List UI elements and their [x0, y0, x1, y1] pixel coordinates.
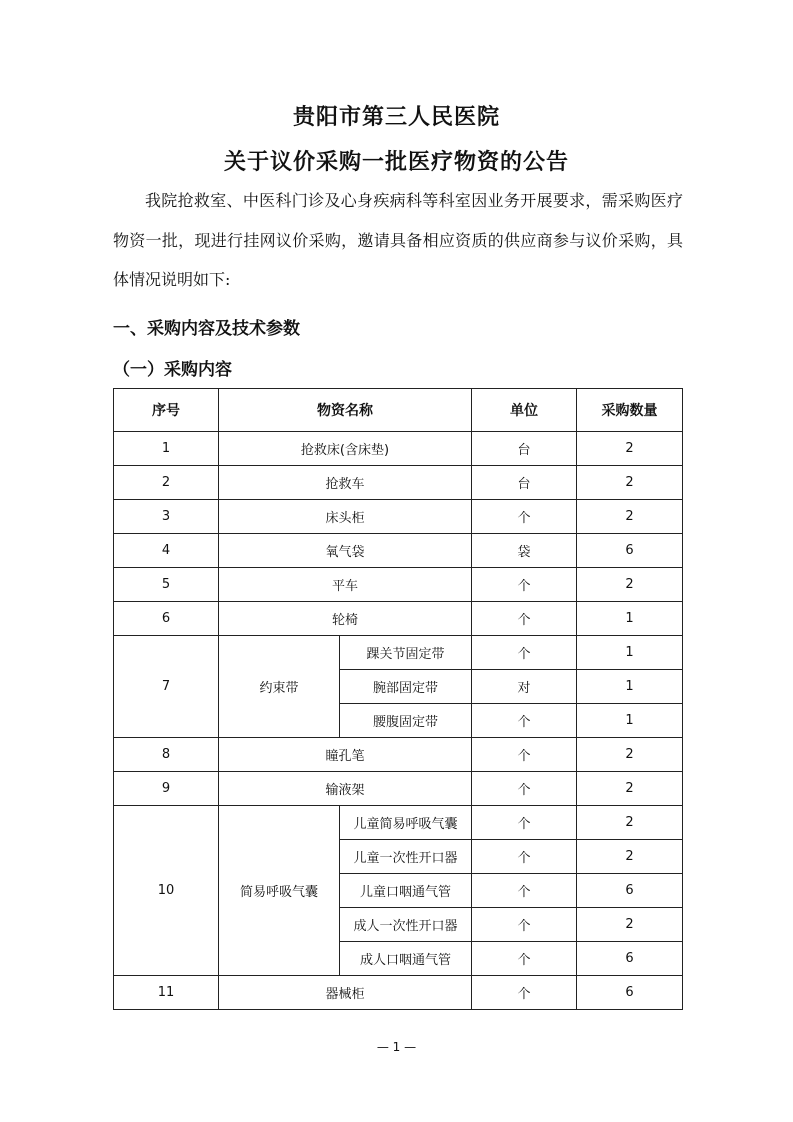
cell-unit: 个 — [472, 704, 577, 738]
cell-no: 2 — [114, 466, 219, 500]
cell-no: 9 — [114, 772, 219, 806]
table-row — [114, 636, 683, 670]
cell-qty: 2 — [577, 738, 683, 772]
cell-no: 4 — [114, 534, 219, 568]
cell-subitem-name: 儿童一次性开口器 — [340, 840, 472, 874]
cell-qty: 6 — [577, 874, 683, 908]
cell-no: 6 — [114, 602, 219, 636]
cell-unit: 个 — [472, 772, 577, 806]
cell-no: 5 — [114, 568, 219, 602]
cell-group-name: 约束带 — [219, 636, 340, 738]
table-header-row — [114, 389, 683, 432]
cell-name: 轮椅 — [219, 602, 472, 636]
cell-unit: 个 — [472, 942, 577, 976]
table-row — [114, 500, 683, 534]
cell-subitem-name: 踝关节固定带 — [340, 636, 472, 670]
cell-name: 输液架 — [219, 772, 472, 806]
cell-qty: 2 — [577, 840, 683, 874]
cell-subitem-name: 成人一次性开口器 — [340, 908, 472, 942]
cell-qty: 2 — [577, 908, 683, 942]
section-heading: 一、采购内容及技术参数 — [113, 319, 300, 339]
cell-unit: 个 — [472, 636, 577, 670]
table-row — [114, 534, 683, 568]
procurement-table — [113, 388, 683, 1010]
table-row — [114, 432, 683, 466]
cell-qty: 1 — [577, 670, 683, 704]
cell-qty: 2 — [577, 806, 683, 840]
cell-name: 抢救床(含床垫) — [219, 432, 472, 466]
cell-no: 3 — [114, 500, 219, 534]
table-row — [114, 738, 683, 772]
cell-unit: 个 — [472, 874, 577, 908]
cell-group-name: 简易呼吸气囊 — [219, 806, 340, 976]
cell-qty: 1 — [577, 704, 683, 738]
cell-subitem-name: 儿童简易呼吸气囊 — [340, 806, 472, 840]
cell-no: 7 — [114, 636, 219, 738]
cell-unit: 台 — [472, 432, 577, 466]
cell-qty: 2 — [577, 772, 683, 806]
table-row — [114, 602, 683, 636]
header-no: 序号 — [114, 389, 219, 432]
cell-unit: 对 — [472, 670, 577, 704]
table-row — [114, 568, 683, 602]
cell-qty: 1 — [577, 636, 683, 670]
table-row — [114, 772, 683, 806]
cell-qty: 2 — [577, 500, 683, 534]
cell-name: 床头柜 — [219, 500, 472, 534]
table-row — [114, 976, 683, 1010]
cell-subitem-name: 腰腹固定带 — [340, 704, 472, 738]
cell-subitem-name: 成人口咽通气管 — [340, 942, 472, 976]
cell-unit: 个 — [472, 976, 577, 1010]
header-unit: 单位 — [472, 389, 577, 432]
header-name: 物资名称 — [219, 389, 472, 432]
intro-paragraph: 我院抢救室、中医科门诊及心身疾病科等科室因业务开展要求，需采购医疗物资一批，现进行挂网议价采购，邀请具备相应资质的供应商参与议价采购，具体情况说明如下: — [113, 191, 683, 289]
cell-name: 平车 — [219, 568, 472, 602]
cell-no: 10 — [114, 806, 219, 976]
cell-qty: 2 — [577, 432, 683, 466]
cell-name: 瞳孔笔 — [219, 738, 472, 772]
header-qty: 采购数量 — [577, 389, 683, 432]
document-title-line2: 关于议价采购一批医疗物资的公告 — [223, 150, 569, 175]
cell-unit: 个 — [472, 806, 577, 840]
cell-qty: 2 — [577, 466, 683, 500]
cell-unit: 个 — [472, 908, 577, 942]
table-row — [114, 806, 683, 840]
document-title-line1: 贵阳市第三人民医院 — [292, 105, 500, 130]
cell-unit: 个 — [472, 568, 577, 602]
cell-unit: 袋 — [472, 534, 577, 568]
cell-qty: 2 — [577, 568, 683, 602]
cell-name: 器械柜 — [219, 976, 472, 1010]
cell-unit: 台 — [472, 466, 577, 500]
cell-subitem-name: 腕部固定带 — [340, 670, 472, 704]
cell-qty: 6 — [577, 976, 683, 1010]
cell-unit: 个 — [472, 500, 577, 534]
cell-name: 氧气袋 — [219, 534, 472, 568]
cell-no: 1 — [114, 432, 219, 466]
cell-subitem-name: 儿童口咽通气管 — [340, 874, 472, 908]
cell-no: 11 — [114, 976, 219, 1010]
cell-no: 8 — [114, 738, 219, 772]
subsection-heading: （一）采购内容 — [113, 360, 232, 380]
cell-unit: 个 — [472, 738, 577, 772]
cell-qty: 6 — [577, 942, 683, 976]
page-number: — 1 — — [376, 1040, 417, 1054]
cell-unit: 个 — [472, 602, 577, 636]
cell-qty: 1 — [577, 602, 683, 636]
table-row — [114, 466, 683, 500]
cell-name: 抢救车 — [219, 466, 472, 500]
cell-unit: 个 — [472, 840, 577, 874]
cell-qty: 6 — [577, 534, 683, 568]
